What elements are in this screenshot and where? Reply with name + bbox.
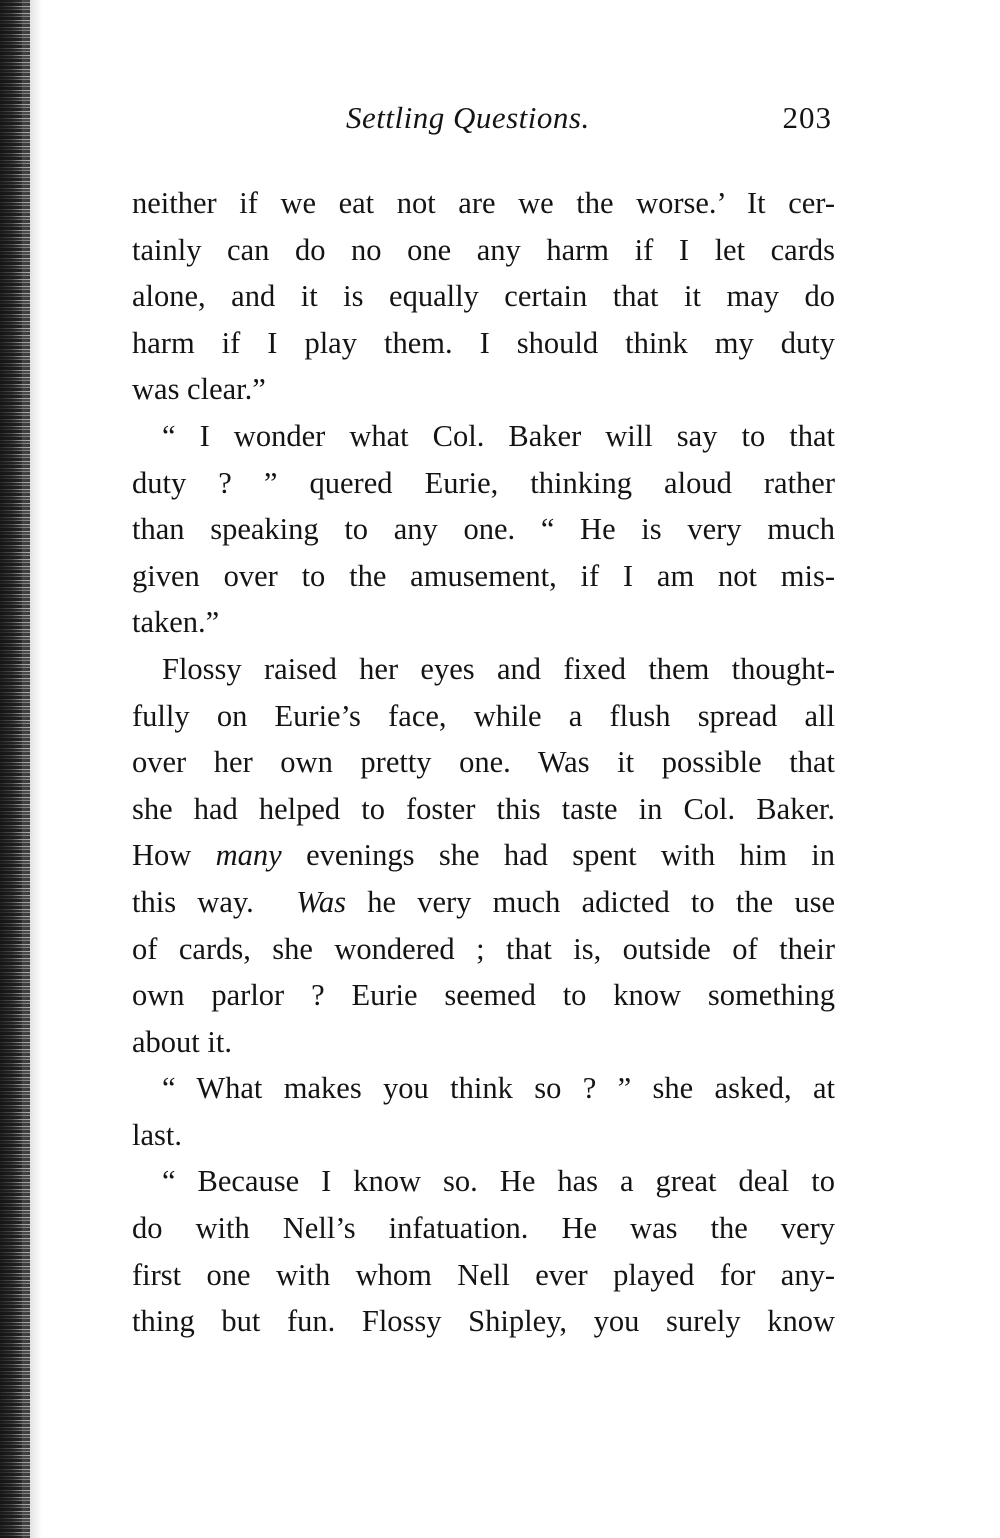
text-line: duty ? ” quered Eurie, thinking aloud rather	[132, 465, 835, 500]
text-line-mixed	[132, 832, 835, 879]
text-line: given over to the amusement, if I am not mis-	[132, 558, 835, 593]
text-line: Flossy raised her eyes and fixed them thought-	[162, 651, 835, 686]
text-line-mixed	[132, 879, 835, 926]
text-line: was clear.”	[132, 372, 266, 407]
text-line: own parlor ? Eurie seemed to know something	[132, 978, 835, 1013]
text-line: harm if I play them. I should think my duty	[132, 325, 835, 360]
text-line: “ I wonder what Col. Baker will say to that	[162, 418, 835, 453]
text-line: neither if we eat not are we the worse.’ It cer-	[132, 186, 835, 220]
text-line: last.	[132, 1117, 182, 1152]
text-fragment: this way.	[132, 884, 254, 919]
text-line: about it.	[132, 1024, 232, 1059]
italic-word: many	[215, 838, 282, 873]
running-title: Settling Questions.	[346, 100, 590, 135]
text-line: “ Because I know so. He has a great deal to	[162, 1164, 835, 1199]
text-line: thing but fun. Flossy Shipley, you surely know	[132, 1304, 835, 1339]
page-number: 203	[782, 100, 832, 135]
text-fragment: evenings she had spent with him in	[306, 838, 835, 873]
body-text	[132, 180, 835, 1345]
text-line: tainly can do no one any harm if I let cards	[132, 232, 835, 267]
text-line: she had helped to foster this taste in Col. Baker.	[132, 791, 835, 826]
text-line: alone, and it is equally certain that it may do	[132, 279, 835, 314]
running-head	[132, 100, 832, 144]
text-line: than speaking to any one. “ He is very much	[132, 512, 835, 547]
text-line: of cards, she wondered ; that is, outside of their	[132, 931, 835, 966]
text-fragment: How	[132, 838, 192, 873]
italic-word: Was	[296, 884, 346, 919]
text-line: do with Nell’s infatuation. He was the very	[132, 1211, 835, 1246]
text-line: over her own pretty one. Was it possible that	[132, 745, 835, 780]
text-fragment: he very much adicted to the use	[367, 884, 835, 919]
text-line: fully on Eurie’s face, while a flush spread all	[132, 698, 835, 733]
text-line: taken.”	[132, 605, 220, 640]
text-line: first one with whom Nell ever played for any-	[132, 1257, 835, 1292]
binding-shadow	[22, 0, 42, 1538]
text-line: “ What makes you think so ? ” she asked, at	[162, 1071, 835, 1106]
